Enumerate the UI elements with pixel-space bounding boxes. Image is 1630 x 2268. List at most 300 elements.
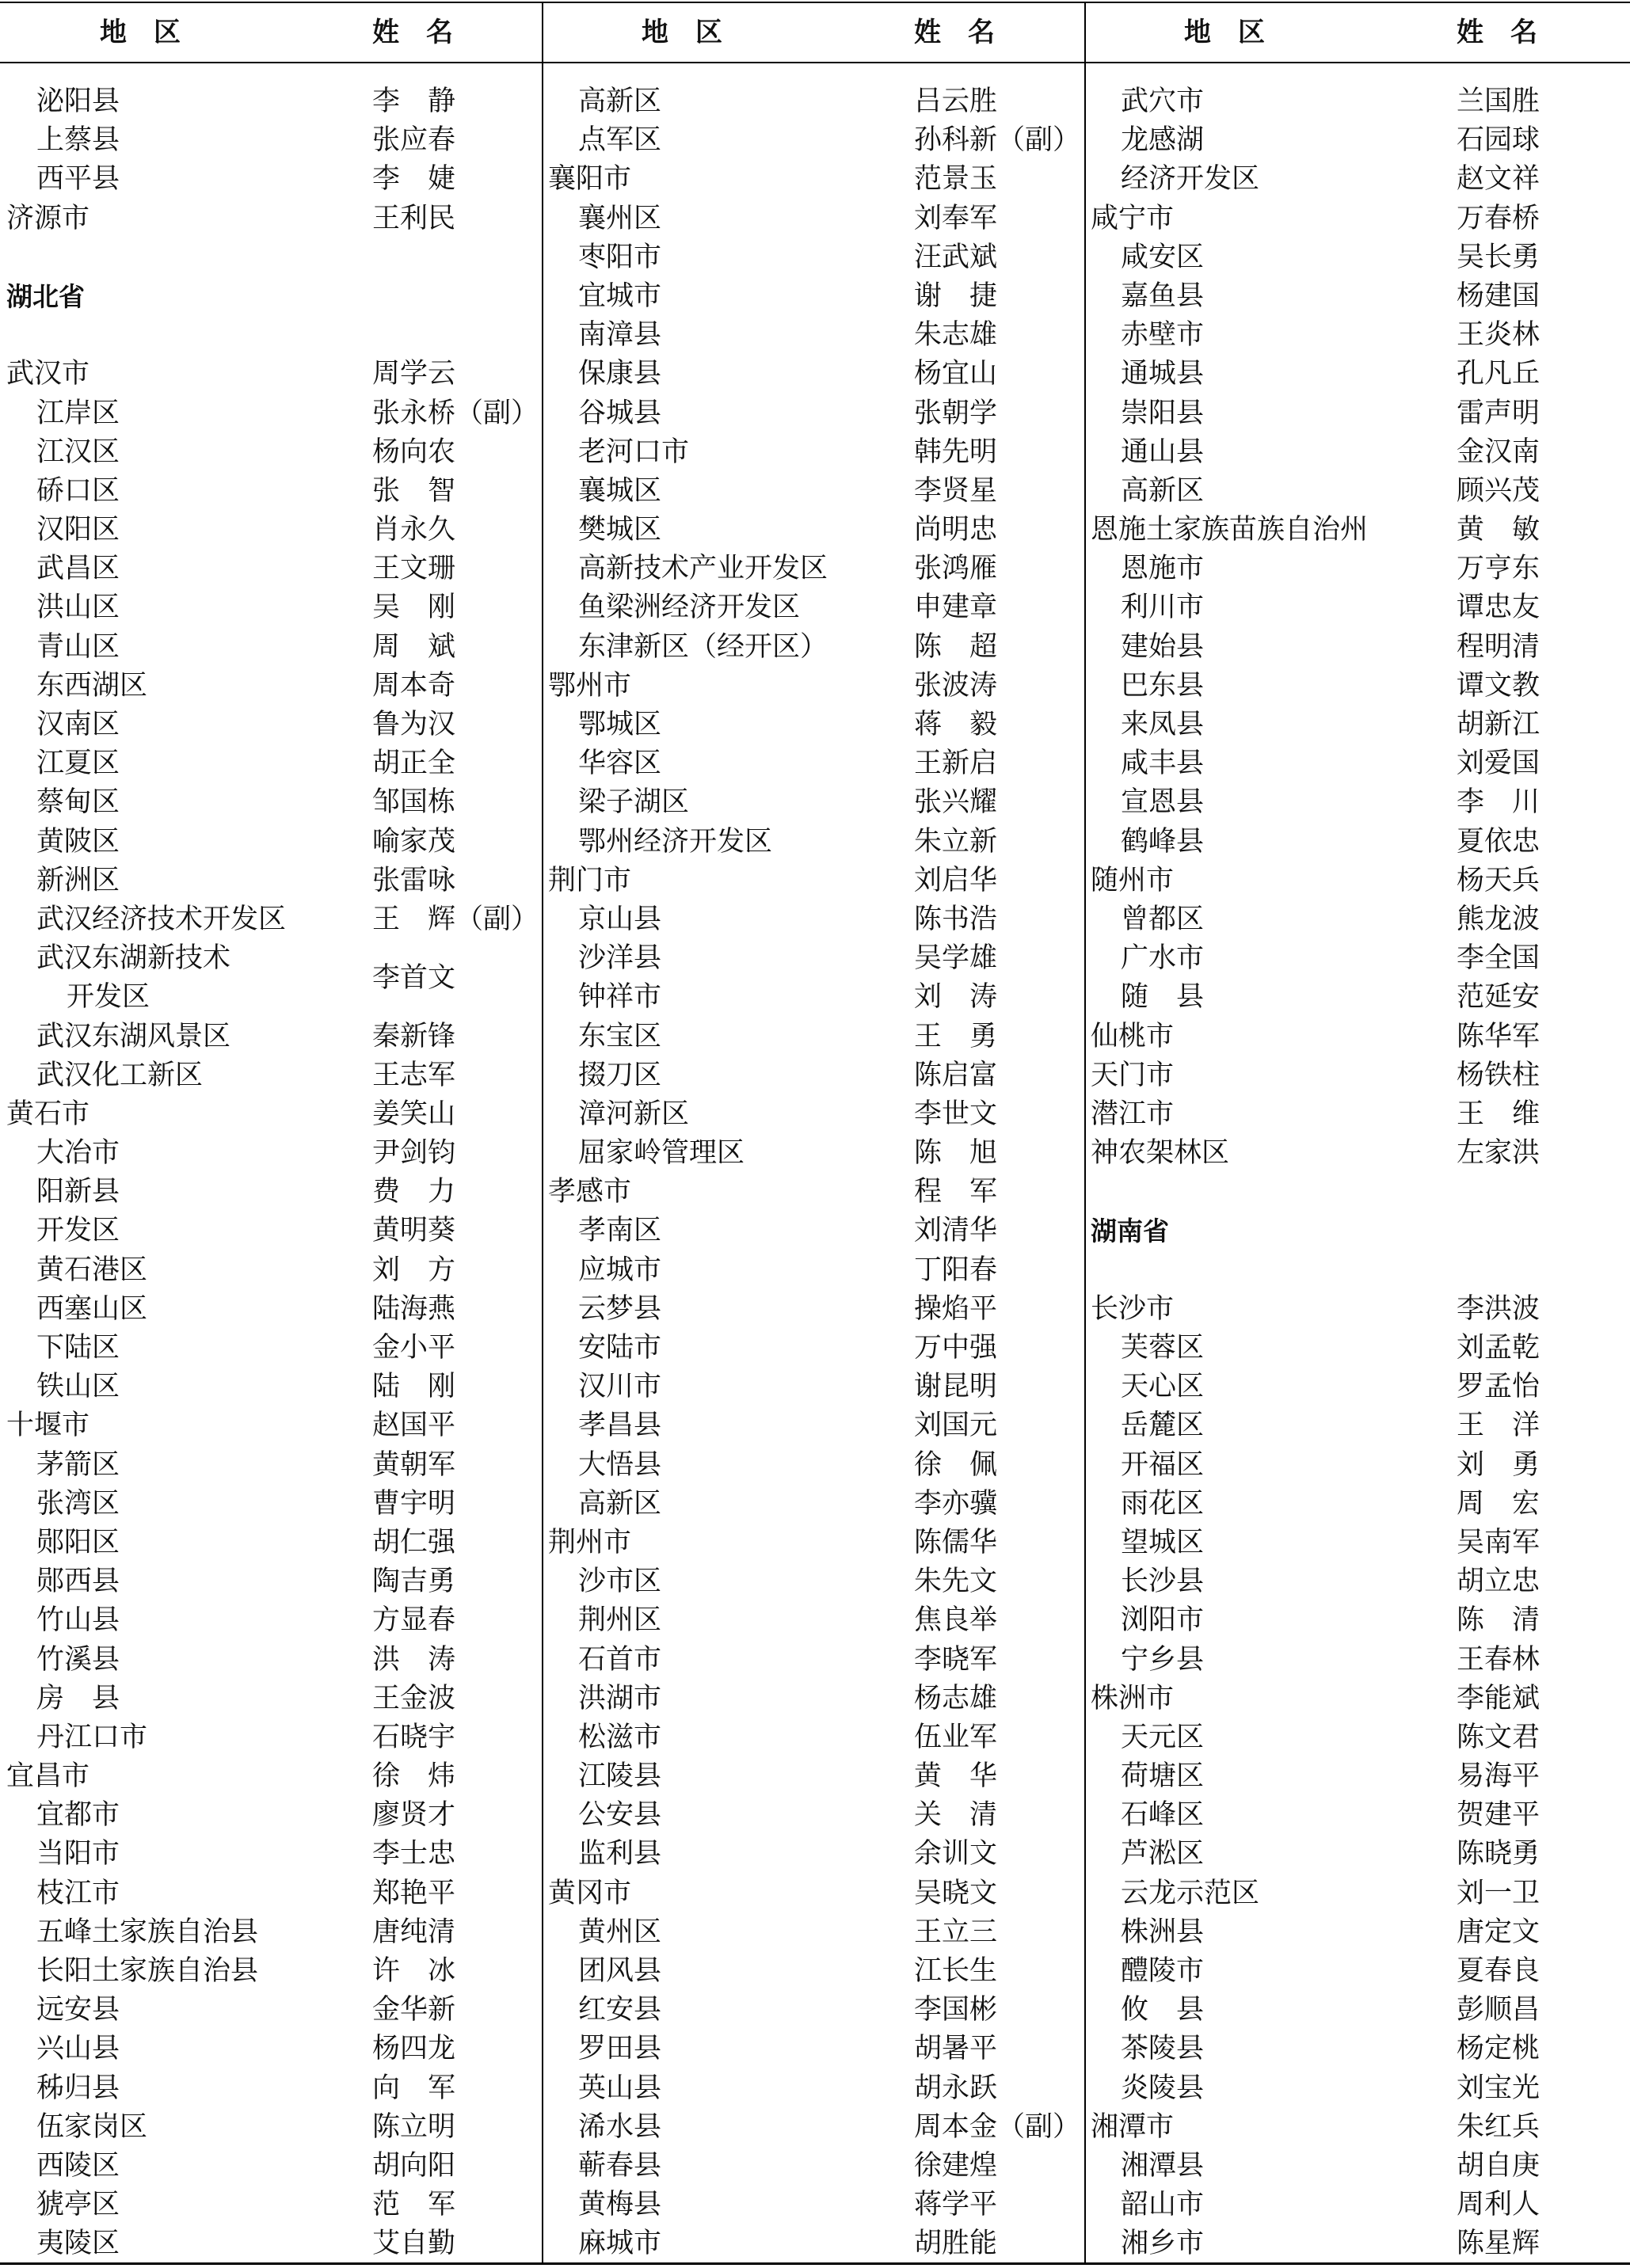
table-row bbox=[6, 200, 542, 238]
region-name: 随州市 bbox=[1091, 864, 1175, 896]
person-name: 胡仁强 bbox=[372, 1526, 456, 1558]
table-row bbox=[1091, 511, 1630, 550]
region-name: 武汉化工新区 bbox=[36, 1059, 204, 1091]
panel-body bbox=[548, 82, 1084, 2264]
region-name: 咸安区 bbox=[1121, 241, 1205, 273]
person-name: 胡永跃 bbox=[914, 2072, 998, 2104]
person-name: 向 军 bbox=[372, 2072, 456, 2104]
region-name: 仙桃市 bbox=[1091, 1020, 1175, 1052]
region-name: 武汉市 bbox=[6, 358, 90, 390]
region-name: 宣恩县 bbox=[1121, 786, 1205, 819]
table-row bbox=[1091, 744, 1630, 783]
person-name: 方显春 bbox=[372, 1604, 456, 1637]
table-row bbox=[548, 355, 1084, 394]
person-name: 丁阳春 bbox=[914, 1254, 998, 1286]
table-row bbox=[6, 939, 542, 1017]
spacer-row bbox=[6, 238, 542, 277]
region-name: 黄梅县 bbox=[578, 2189, 662, 2221]
table-row bbox=[548, 200, 1084, 238]
person-name: 洪 涛 bbox=[372, 1643, 456, 1676]
person-name: 范延安 bbox=[1457, 981, 1541, 1014]
region-name: 恩施土家族苗族自治州 bbox=[1091, 514, 1369, 546]
region-name: 武昌区 bbox=[36, 553, 120, 585]
person-name: 王新启 bbox=[914, 748, 998, 780]
table-row bbox=[548, 628, 1084, 667]
person-name: 郑艳平 bbox=[372, 1877, 456, 1909]
table-row bbox=[1091, 1757, 1630, 1796]
region-name: 巴东县 bbox=[1121, 669, 1205, 702]
table-row bbox=[548, 939, 1084, 978]
person-name: 杨铁柱 bbox=[1457, 1059, 1541, 1091]
region-name bbox=[36, 939, 337, 1017]
person-name: 李 婕 bbox=[372, 163, 456, 196]
region-name: 天门市 bbox=[1091, 1059, 1175, 1091]
table-row bbox=[1091, 121, 1630, 160]
person-name: 杨定桃 bbox=[1457, 2033, 1541, 2065]
person-name: 杨志雄 bbox=[914, 1682, 998, 1714]
person-name: 兰国胜 bbox=[1457, 86, 1541, 117]
person-name: 费 力 bbox=[372, 1176, 456, 1208]
region-name: 高新技术产业开发区 bbox=[578, 553, 828, 585]
region-name: 洪山区 bbox=[36, 592, 120, 624]
table-row bbox=[548, 1874, 1084, 1913]
table-row bbox=[1091, 160, 1630, 199]
person-name: 范景玉 bbox=[914, 163, 998, 196]
table-row bbox=[548, 1913, 1084, 1952]
person-name: 金小平 bbox=[372, 1332, 456, 1364]
region-name: 下陆区 bbox=[36, 1332, 120, 1364]
table-row bbox=[1091, 550, 1630, 588]
person-name: 姜笑山 bbox=[372, 1098, 456, 1130]
region-name: 十堰市 bbox=[6, 1410, 90, 1442]
region-name: 兴山县 bbox=[36, 2033, 120, 2065]
table-row bbox=[6, 160, 542, 199]
region-name: 开福区 bbox=[1121, 1448, 1205, 1481]
table-row bbox=[6, 1368, 542, 1406]
person-name: 陈华军 bbox=[1457, 1020, 1541, 1052]
region-name: 黄冈市 bbox=[548, 1877, 632, 1909]
table-row bbox=[6, 1601, 542, 1640]
table-row bbox=[548, 472, 1084, 511]
table-row bbox=[548, 1095, 1084, 1134]
region-name: 黄石市 bbox=[6, 1098, 90, 1130]
table-row bbox=[6, 1524, 542, 1562]
table-row bbox=[548, 1562, 1084, 1601]
region-name: 云梦县 bbox=[578, 1292, 662, 1325]
person-name: 李晓军 bbox=[914, 1643, 998, 1676]
person-name: 胡立忠 bbox=[1457, 1566, 1541, 1598]
table-row bbox=[548, 316, 1084, 355]
person-name: 谢 捷 bbox=[914, 280, 998, 312]
region-name: 东西湖区 bbox=[36, 669, 148, 702]
table-row bbox=[1091, 1524, 1630, 1562]
person-name: 李全国 bbox=[1457, 942, 1541, 975]
region-name: 浏阳市 bbox=[1121, 1604, 1205, 1637]
region-name: 蕲春县 bbox=[578, 2149, 662, 2182]
table-row bbox=[6, 1290, 542, 1329]
region-name: 当阳市 bbox=[36, 1838, 120, 1870]
person-name: 孙科新（副） bbox=[914, 124, 1081, 157]
person-name: 周本奇 bbox=[372, 669, 456, 702]
region-name: 汉川市 bbox=[578, 1371, 662, 1403]
person-name: 赵文祥 bbox=[1457, 163, 1541, 196]
person-name: 余训文 bbox=[914, 1838, 998, 1870]
region-name: 梁子湖区 bbox=[578, 786, 690, 819]
table-row bbox=[1091, 1680, 1630, 1718]
region-name: 阳新县 bbox=[36, 1176, 120, 1208]
person-name: 李士忠 bbox=[372, 1838, 456, 1870]
region-name: 应城市 bbox=[578, 1254, 662, 1286]
person-name: 王利民 bbox=[372, 202, 456, 234]
table-row bbox=[6, 2224, 542, 2263]
table-row bbox=[1091, 1406, 1630, 1445]
table-row bbox=[6, 394, 542, 433]
region-name: 云龙示范区 bbox=[1121, 1877, 1260, 1909]
table-row bbox=[548, 1406, 1084, 1445]
table-row bbox=[548, 2186, 1084, 2224]
person-name: 杨宜山 bbox=[914, 358, 998, 390]
person-name: 关 清 bbox=[914, 1799, 998, 1832]
person-name: 张应春 bbox=[372, 124, 456, 157]
table-row bbox=[548, 1485, 1084, 1524]
person-name: 陈 超 bbox=[914, 630, 998, 663]
person-name: 王金波 bbox=[372, 1682, 456, 1714]
table-row bbox=[6, 1212, 542, 1250]
person-name: 朱志雄 bbox=[914, 319, 998, 352]
region-name: 西陵区 bbox=[36, 2149, 120, 2182]
table-row bbox=[1091, 1641, 1630, 1680]
person-name: 夏春良 bbox=[1457, 1955, 1541, 1987]
region-name: 洪湖市 bbox=[578, 1682, 662, 1714]
region-name: 郧阳区 bbox=[36, 1526, 120, 1558]
region-name: 硚口区 bbox=[36, 474, 120, 507]
person-name: 王 辉（副） bbox=[372, 903, 539, 935]
person-name: 胡新江 bbox=[1457, 709, 1541, 740]
table-row bbox=[1091, 588, 1630, 627]
person-name: 张 智 bbox=[372, 474, 456, 507]
table-row bbox=[1091, 1446, 1630, 1485]
region-name: 郧西县 bbox=[36, 1566, 120, 1598]
person-name: 范 军 bbox=[372, 2189, 456, 2221]
person-name: 张鸿雁 bbox=[914, 553, 998, 585]
table-row bbox=[1091, 978, 1630, 1017]
person-name: 石园球 bbox=[1457, 124, 1541, 157]
table-row bbox=[6, 1991, 542, 2030]
person-name: 朱红兵 bbox=[1457, 2110, 1541, 2143]
table-row bbox=[6, 1718, 542, 1757]
table-row bbox=[6, 1329, 542, 1368]
person-name: 李洪波 bbox=[1457, 1292, 1541, 1325]
person-name: 刘爱国 bbox=[1457, 748, 1541, 780]
region-name: 湘潭市 bbox=[1091, 2110, 1175, 2143]
table-row bbox=[1091, 82, 1630, 121]
person-name: 李能斌 bbox=[1457, 1682, 1541, 1714]
table-row bbox=[548, 783, 1084, 822]
person-name: 雷声明 bbox=[1457, 397, 1541, 429]
region-name: 长阳土家族自治县 bbox=[36, 1955, 259, 1988]
region-name: 高新区 bbox=[1121, 474, 1205, 507]
person-name: 易海平 bbox=[1457, 1760, 1541, 1793]
column-divider bbox=[1084, 2, 1086, 2264]
region-name: 株洲县 bbox=[1121, 1916, 1205, 1948]
region-name: 石峰区 bbox=[1121, 1799, 1205, 1832]
table-row bbox=[6, 1757, 542, 1796]
table-row bbox=[1091, 2108, 1630, 2147]
region-name: 红安县 bbox=[578, 1994, 662, 2026]
region-name-continuation: 开发区 bbox=[67, 981, 150, 1014]
region-name: 崇阳县 bbox=[1121, 397, 1205, 429]
table-row bbox=[6, 862, 542, 900]
table-row bbox=[548, 511, 1084, 550]
region-name: 泌阳县 bbox=[36, 86, 120, 117]
person-name: 吴南军 bbox=[1457, 1526, 1541, 1558]
table-row bbox=[548, 744, 1084, 783]
table-row bbox=[6, 433, 542, 472]
region-name: 华容区 bbox=[578, 748, 662, 780]
table-row bbox=[1091, 1952, 1630, 1991]
spacer-row bbox=[1091, 1173, 1630, 1212]
region-name: 沙洋县 bbox=[578, 942, 662, 975]
region-name: 济源市 bbox=[6, 202, 90, 234]
table-row bbox=[1091, 1796, 1630, 1835]
person-name: 艾自勤 bbox=[372, 2228, 456, 2260]
region-name: 茅箭区 bbox=[36, 1448, 120, 1481]
person-name: 刘一卫 bbox=[1457, 1877, 1541, 1909]
region-name: 株洲市 bbox=[1091, 1682, 1175, 1714]
region-name: 西塞山区 bbox=[36, 1292, 148, 1325]
region-name: 通山县 bbox=[1121, 436, 1205, 468]
region-name: 赤壁市 bbox=[1121, 319, 1205, 352]
table-row bbox=[1091, 1134, 1630, 1173]
region-name: 湘潭县 bbox=[1121, 2149, 1205, 2182]
person-name: 蒋学平 bbox=[914, 2189, 998, 2221]
region-name: 点军区 bbox=[578, 124, 662, 157]
table-row bbox=[6, 2147, 542, 2186]
table-row bbox=[548, 2224, 1084, 2263]
table-row bbox=[6, 1680, 542, 1718]
person-name: 杨天兵 bbox=[1457, 864, 1541, 896]
table-row bbox=[6, 706, 542, 744]
table-row bbox=[6, 1913, 542, 1952]
table-row bbox=[6, 823, 542, 862]
table-panel-3 bbox=[1091, 0, 1630, 2268]
table-row bbox=[1091, 2224, 1630, 2263]
person-name: 喻家茂 bbox=[372, 825, 456, 858]
table-row bbox=[548, 394, 1084, 433]
region-name: 竹溪县 bbox=[36, 1643, 120, 1676]
person-name: 李首文 bbox=[372, 962, 456, 995]
region-name: 鄂城区 bbox=[578, 709, 662, 740]
region-name: 建始县 bbox=[1121, 630, 1205, 663]
person-name: 朱立新 bbox=[914, 825, 998, 858]
region-name: 掇刀区 bbox=[578, 1059, 662, 1091]
region-name: 黄石港区 bbox=[36, 1254, 148, 1286]
region-name: 枝江市 bbox=[36, 1877, 120, 1909]
table-row bbox=[1091, 1056, 1630, 1095]
region-name: 攸 县 bbox=[1121, 1994, 1205, 2026]
table-row bbox=[548, 2069, 1084, 2108]
table-row bbox=[6, 1018, 542, 1056]
person-name: 王志军 bbox=[372, 1059, 456, 1091]
person-name: 李国彬 bbox=[914, 1994, 998, 2026]
table-row bbox=[1091, 1368, 1630, 1406]
table-row bbox=[1091, 2186, 1630, 2224]
region-name: 铁山区 bbox=[36, 1371, 120, 1403]
person-name: 杨向农 bbox=[372, 436, 456, 468]
region-name: 浠水县 bbox=[578, 2110, 662, 2143]
table-row bbox=[548, 1329, 1084, 1368]
person-name: 程明清 bbox=[1457, 630, 1541, 663]
region-name: 江岸区 bbox=[36, 397, 120, 429]
region-name: 曾都区 bbox=[1121, 903, 1205, 935]
person-name: 唐定文 bbox=[1457, 1916, 1541, 1948]
table-row bbox=[548, 121, 1084, 160]
person-name: 李世文 bbox=[914, 1098, 998, 1130]
table-row bbox=[1091, 277, 1630, 316]
table-row bbox=[548, 1056, 1084, 1095]
region-name: 公安县 bbox=[578, 1799, 662, 1832]
region-name: 高新区 bbox=[578, 1487, 662, 1520]
region-name: 炎陵县 bbox=[1121, 2072, 1205, 2104]
person-name: 金华新 bbox=[372, 1994, 456, 2026]
person-name: 谭文教 bbox=[1457, 669, 1541, 702]
region-name: 嘉鱼县 bbox=[1121, 280, 1205, 312]
region-name: 钟祥市 bbox=[578, 981, 662, 1014]
table-row bbox=[1091, 1718, 1630, 1757]
table-row bbox=[1091, 2147, 1630, 2186]
table-row bbox=[548, 823, 1084, 862]
person-name: 陈儒华 bbox=[914, 1526, 998, 1558]
region-name: 监利县 bbox=[578, 1838, 662, 1870]
region-name: 随 县 bbox=[1121, 981, 1205, 1014]
table-row bbox=[1091, 2069, 1630, 2108]
region-name: 荆州区 bbox=[578, 1604, 662, 1637]
person-name: 万春桥 bbox=[1457, 202, 1541, 234]
table-row bbox=[6, 2186, 542, 2224]
person-name: 吴学雄 bbox=[914, 942, 998, 975]
region-name: 汉阳区 bbox=[36, 514, 120, 546]
region-name: 丹江口市 bbox=[36, 1721, 148, 1753]
table-row bbox=[6, 1095, 542, 1134]
table-row bbox=[1091, 1485, 1630, 1524]
region-name: 团风县 bbox=[578, 1955, 662, 1987]
table-row bbox=[548, 706, 1084, 744]
table-row bbox=[6, 1641, 542, 1680]
table-row bbox=[6, 1796, 542, 1835]
region-name: 宜都市 bbox=[36, 1799, 120, 1832]
region-name: 雨花区 bbox=[1121, 1487, 1205, 1520]
person-name: 陆海燕 bbox=[372, 1292, 456, 1325]
table-row bbox=[548, 1134, 1084, 1173]
region-name: 江陵县 bbox=[578, 1760, 662, 1793]
region-name: 南漳县 bbox=[578, 319, 662, 352]
region-name: 咸宁市 bbox=[1091, 202, 1175, 234]
table-row bbox=[548, 1991, 1084, 2030]
table-row bbox=[6, 628, 542, 667]
person-name: 秦新锋 bbox=[372, 1020, 456, 1052]
table-row bbox=[548, 588, 1084, 627]
table-row bbox=[6, 550, 542, 588]
region-name: 望城区 bbox=[1121, 1526, 1205, 1558]
table-row bbox=[1091, 316, 1630, 355]
person-name: 伍业军 bbox=[914, 1721, 998, 1753]
region-name: 上蔡县 bbox=[36, 124, 120, 157]
table-row bbox=[1091, 862, 1630, 900]
table-row bbox=[1091, 472, 1630, 511]
region-name: 谷城县 bbox=[578, 397, 662, 429]
person-name: 刘启华 bbox=[914, 864, 998, 896]
table-row bbox=[6, 2108, 542, 2147]
person-name: 王文珊 bbox=[372, 553, 456, 585]
table-row bbox=[6, 588, 542, 627]
region-name: 安陆市 bbox=[578, 1332, 662, 1364]
person-name: 黄 敏 bbox=[1457, 514, 1541, 546]
person-name: 黄朝军 bbox=[372, 1448, 456, 1481]
person-name: 彭顺昌 bbox=[1457, 1994, 1541, 2026]
person-name: 邹国栋 bbox=[372, 786, 456, 819]
region-name: 长沙县 bbox=[1121, 1566, 1205, 1598]
person-name: 陈书浩 bbox=[914, 903, 998, 935]
table-row bbox=[1091, 394, 1630, 433]
region-name: 沙市区 bbox=[578, 1566, 662, 1598]
region-name: 老河口市 bbox=[578, 436, 690, 468]
person-name: 陈晓勇 bbox=[1457, 1838, 1541, 1870]
table-row bbox=[548, 1796, 1084, 1835]
region-name: 武汉东湖风景区 bbox=[36, 1020, 231, 1052]
region-name: 神农架林区 bbox=[1091, 1137, 1230, 1170]
person-name: 张雷咏 bbox=[372, 864, 456, 896]
region-name: 湘乡市 bbox=[1121, 2228, 1205, 2260]
spacer-row bbox=[6, 316, 542, 355]
province-name: 湖南省 bbox=[1091, 1216, 1169, 1247]
region-name: 大悟县 bbox=[578, 1448, 662, 1481]
table-row bbox=[548, 900, 1084, 939]
person-name: 陈文君 bbox=[1457, 1721, 1541, 1753]
table-row bbox=[548, 2030, 1084, 2068]
person-name: 贺建平 bbox=[1457, 1799, 1541, 1832]
table-row bbox=[548, 1018, 1084, 1056]
province-heading-row bbox=[1091, 1212, 1630, 1250]
person-name: 金汉南 bbox=[1457, 436, 1541, 468]
person-name: 刘 方 bbox=[372, 1254, 456, 1286]
region-name: 恩施市 bbox=[1121, 553, 1205, 585]
person-name: 刘 涛 bbox=[914, 981, 998, 1014]
person-name: 吴 刚 bbox=[372, 592, 456, 624]
table-row bbox=[548, 82, 1084, 121]
person-name: 石晓宇 bbox=[372, 1721, 456, 1753]
table-row bbox=[548, 2108, 1084, 2147]
name-header: 姓 名 bbox=[914, 17, 995, 48]
person-name: 吕云胜 bbox=[914, 86, 998, 117]
table-row bbox=[548, 2147, 1084, 2186]
person-name: 焦良举 bbox=[914, 1604, 998, 1637]
table-row bbox=[548, 1835, 1084, 1874]
panel-body bbox=[1091, 82, 1630, 2264]
region-name: 宁乡县 bbox=[1121, 1643, 1205, 1676]
person-name: 刘清华 bbox=[914, 1215, 998, 1247]
person-name: 黄明葵 bbox=[372, 1215, 456, 1247]
spacer-row bbox=[1091, 1251, 1630, 1290]
table-row bbox=[1091, 2030, 1630, 2068]
person-name: 王立三 bbox=[914, 1916, 998, 1948]
table-row bbox=[1091, 1874, 1630, 1913]
person-name: 朱先文 bbox=[914, 1566, 998, 1598]
person-name: 陈启富 bbox=[914, 1059, 998, 1091]
region-name: 保康县 bbox=[578, 358, 662, 390]
region-name: 长沙市 bbox=[1091, 1292, 1175, 1325]
region-name: 芙蓉区 bbox=[1121, 1332, 1205, 1364]
person-name: 刘孟乾 bbox=[1457, 1332, 1541, 1364]
